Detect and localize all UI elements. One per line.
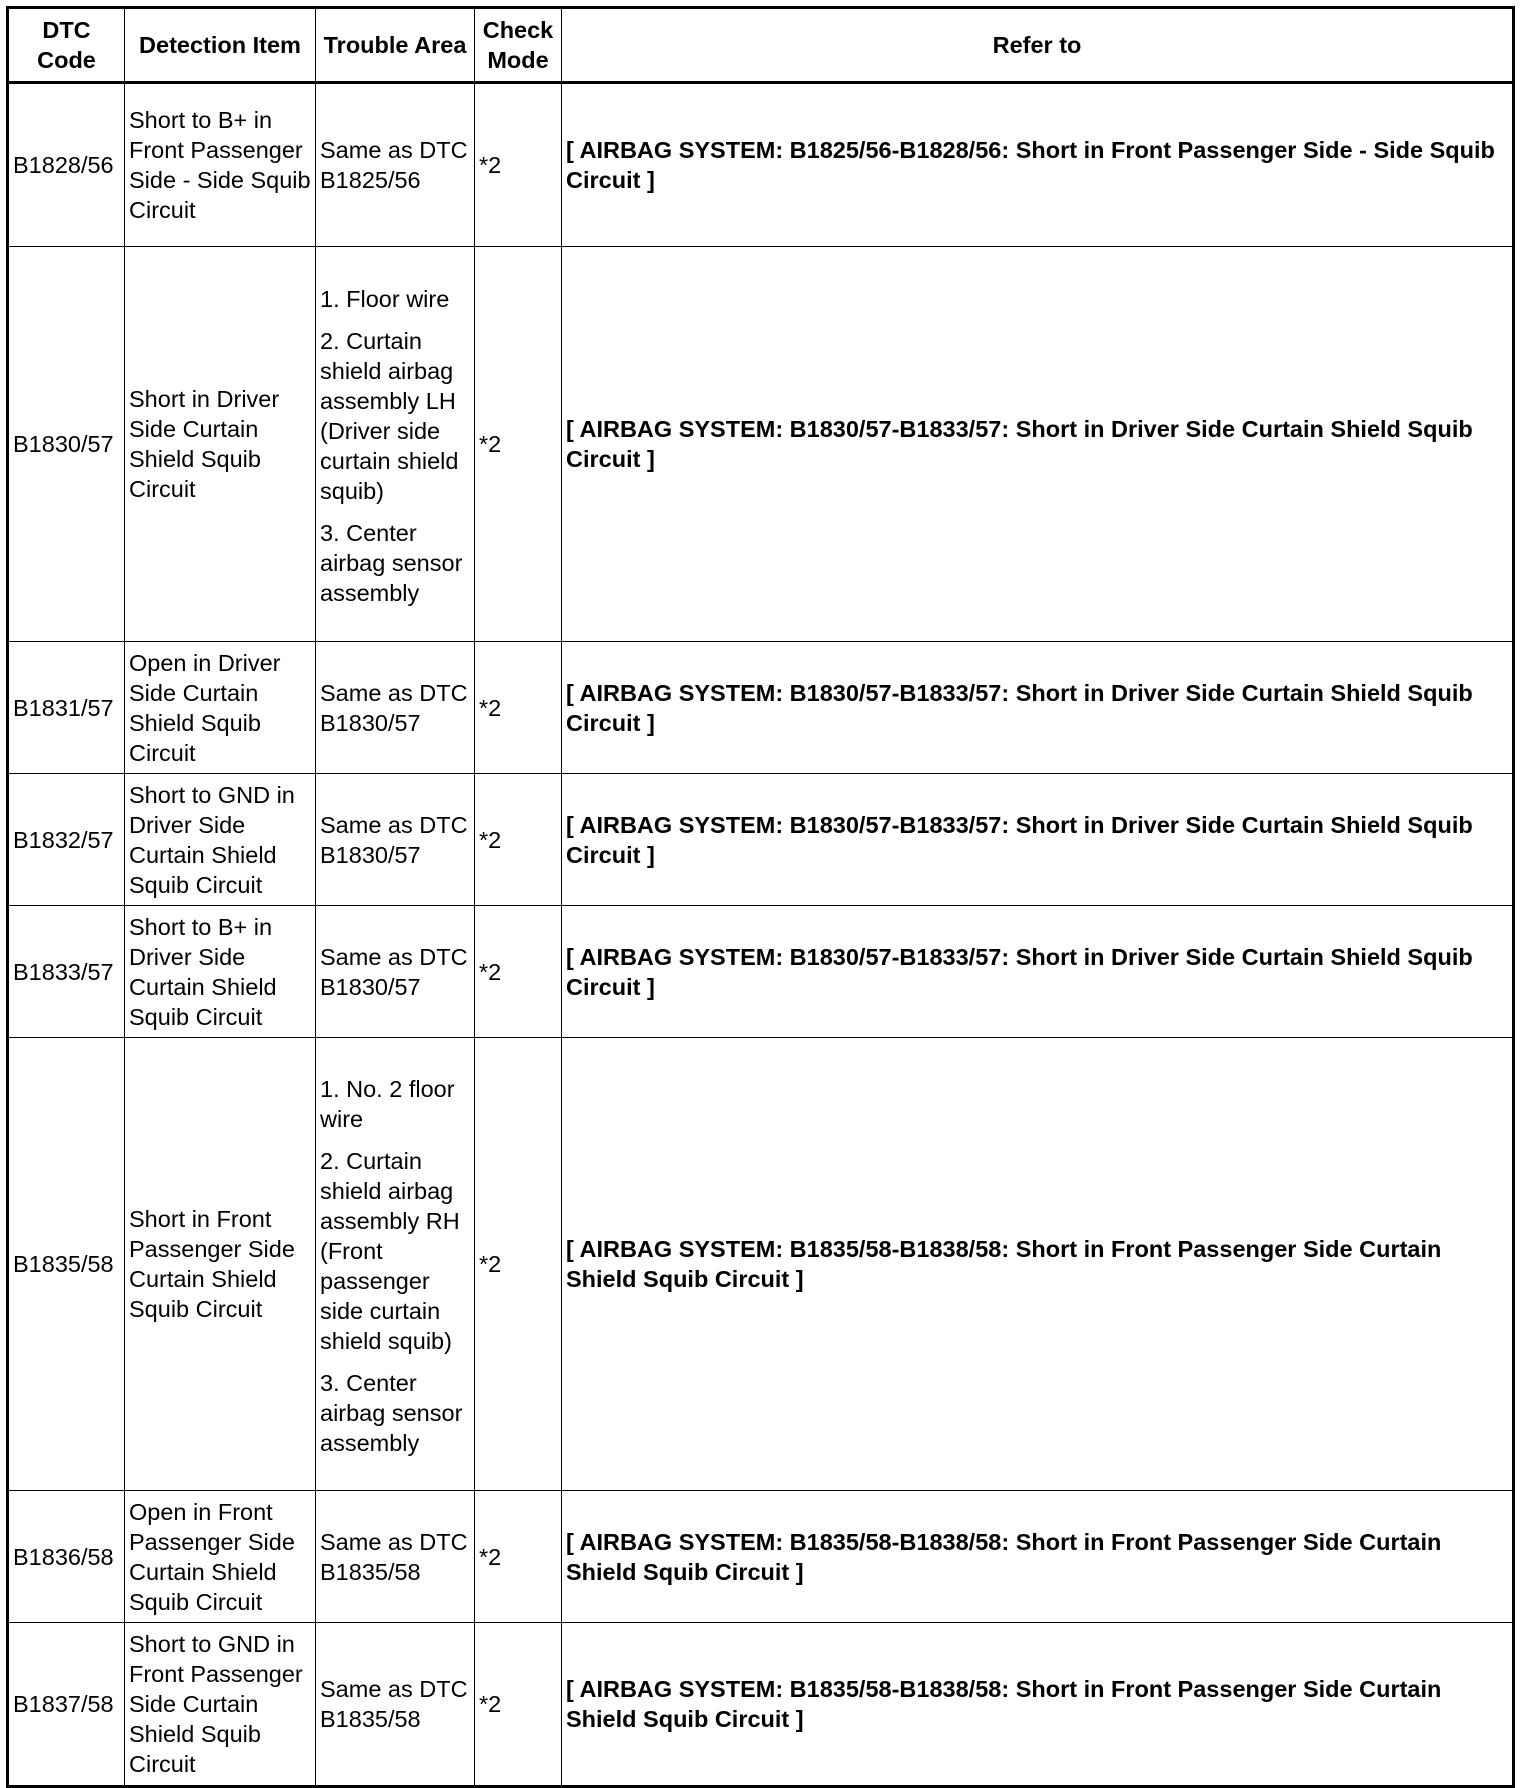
trouble-area-cell [316,906,475,1038]
refer-to-link[interactable]: [ AIRBAG SYSTEM: B1830/57-B1833/57: Short in Driver Side Curtain Shield Squib Circuit ] [562,906,1514,1038]
detection-item-cell: Short in Driver Side Curtain Shield Squib Circuit [125,247,316,642]
dtc-code-cell: B1837/58 [8,1623,125,1787]
trouble-area-cell [316,1038,475,1491]
detection-item-cell: Open in Front Passenger Side Curtain Shield Squib Circuit [125,1491,316,1623]
detection-item-cell: Short to B+ in Driver Side Curtain Shield Squib Circuit [125,906,316,1038]
check-mode-cell: *2 [475,906,562,1038]
trouble-area-text: Same as DTC B1830/57 [320,943,468,1000]
detection-item-cell: Short to GND in Front Passenger Side Curtain Shield Squib Circuit [125,1623,316,1787]
refer-to-link[interactable]: [ AIRBAG SYSTEM: B1830/57-B1833/57: Short in Driver Side Curtain Shield Squib Circuit ] [562,774,1514,906]
header-refer-to: Refer to [562,8,1514,83]
header-dtc-code: DTC Code [8,8,125,83]
detection-item-cell: Short to B+ in Front Passenger Side - Side Squib Circuit [125,83,316,247]
detection-item-cell: Short to GND in Driver Side Curtain Shield Squib Circuit [125,774,316,906]
trouble-area-item: 1. No. 2 floor wire [320,1076,455,1132]
refer-to-link[interactable]: [ AIRBAG SYSTEM: B1830/57-B1833/57: Short in Driver Side Curtain Shield Squib Circuit ] [562,642,1514,774]
trouble-area-text: Same as DTC B1830/57 [320,811,468,868]
trouble-area-item: 1. Floor wire [320,286,450,312]
check-mode-cell: *2 [475,1491,562,1623]
refer-to-link[interactable]: [ AIRBAG SYSTEM: B1835/58-B1838/58: Short in Front Passenger Side Curtain Shield Squib Circuit ] [562,1038,1514,1491]
table-row [8,642,1514,774]
refer-to-link[interactable]: [ AIRBAG SYSTEM: B1835/58-B1838/58: Short in Front Passenger Side Curtain Shield Squib Circuit ] [562,1623,1514,1787]
dtc-code-cell: B1833/57 [8,906,125,1038]
header-trouble-area: Trouble Area [316,8,475,83]
trouble-area-item: 3. Center airbag sensor assembly [320,1370,463,1456]
table-row [8,1623,1514,1787]
dtc-code-cell: B1835/58 [8,1038,125,1491]
trouble-area-text: Same as DTC B1830/57 [320,679,468,736]
check-mode-cell: *2 [475,1038,562,1491]
dtc-code-cell: B1830/57 [8,247,125,642]
dtc-code-cell: B1832/57 [8,774,125,906]
header-check-mode: Check Mode [475,8,562,83]
table-row [8,774,1514,906]
table-row [8,906,1514,1038]
refer-to-link[interactable]: [ AIRBAG SYSTEM: B1835/58-B1838/58: Short in Front Passenger Side Curtain Shield Squib Circuit ] [562,1491,1514,1623]
table-row [8,83,1514,247]
check-mode-cell: *2 [475,247,562,642]
table-row [8,247,1514,642]
detection-item-cell: Open in Driver Side Curtain Shield Squib Circuit [125,642,316,774]
dtc-code-cell: B1828/56 [8,83,125,247]
trouble-area-item: 2. Curtain shield airbag assembly RH (Front passenger side curtain shield squib) [320,1148,460,1354]
dtc-code-cell: B1831/57 [8,642,125,774]
dtc-code-cell: B1836/58 [8,1491,125,1623]
trouble-area-cell [316,774,475,906]
detection-item-cell: Short in Front Passenger Side Curtain Shield Squib Circuit [125,1038,316,1491]
table-header-row [8,8,1514,83]
trouble-area-item: 3. Center airbag sensor assembly [320,520,463,606]
trouble-area-cell [316,247,475,642]
dtc-table-container [6,6,1512,1788]
refer-to-link[interactable]: [ AIRBAG SYSTEM: B1825/56-B1828/56: Short in Front Passenger Side - Side Squib Circuit ] [562,83,1514,247]
trouble-area-cell [316,1491,475,1623]
trouble-area-cell [316,83,475,247]
check-mode-cell: *2 [475,642,562,774]
header-detection-item: Detection Item [125,8,316,83]
check-mode-cell: *2 [475,83,562,247]
dtc-table [6,6,1515,1788]
check-mode-cell: *2 [475,774,562,906]
trouble-area-text: Same as DTC B1835/58 [320,1528,468,1585]
trouble-area-text: Same as DTC B1825/56 [320,137,468,193]
check-mode-cell: *2 [475,1623,562,1787]
trouble-area-cell [316,1623,475,1787]
trouble-area-text: Same as DTC B1835/58 [320,1676,468,1732]
refer-to-link[interactable]: [ AIRBAG SYSTEM: B1830/57-B1833/57: Short in Driver Side Curtain Shield Squib Circuit ] [562,247,1514,642]
trouble-area-item: 2. Curtain shield airbag assembly LH (Driver side curtain shield squib) [320,328,459,504]
table-row [8,1038,1514,1491]
table-row [8,1491,1514,1623]
trouble-area-cell [316,642,475,774]
